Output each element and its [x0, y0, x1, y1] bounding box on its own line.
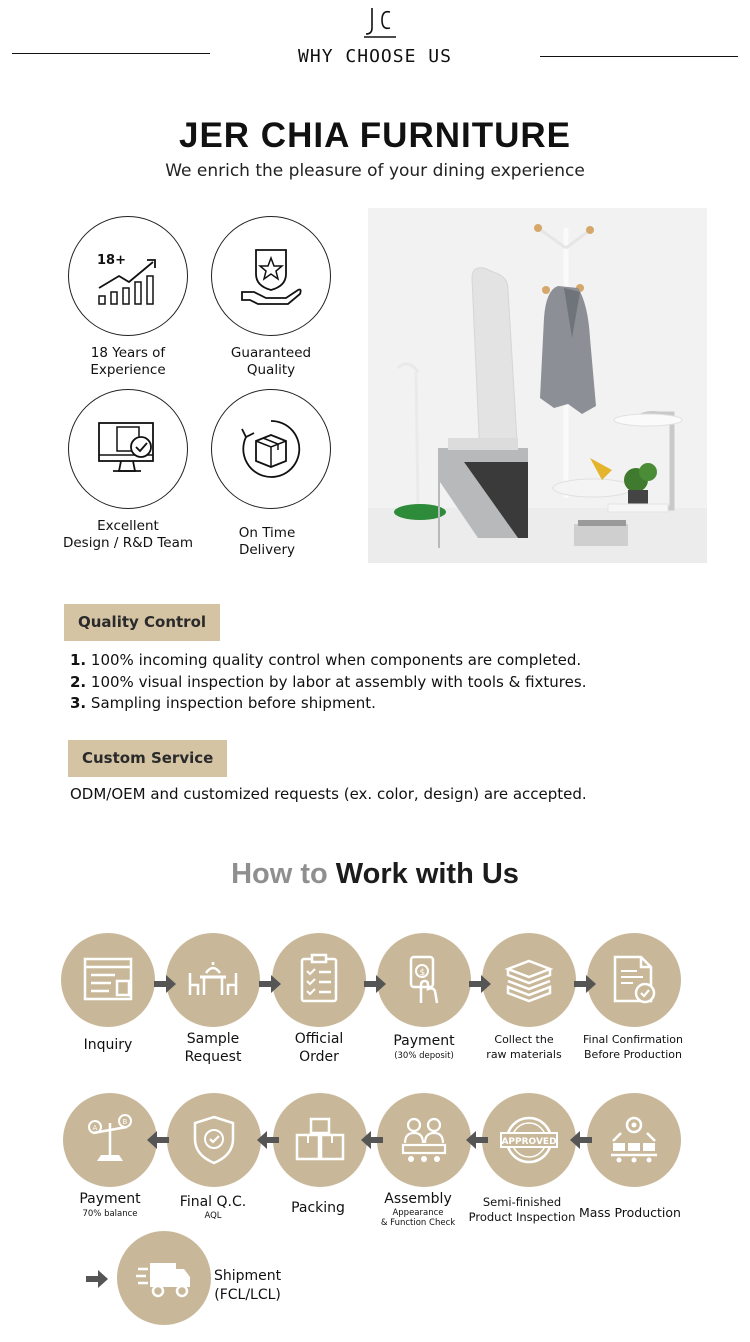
step-payment-balance-label: Payment 70% balance — [79, 1191, 141, 1219]
step-collect-materials-label: Collect the raw materials — [486, 1033, 562, 1061]
list-item: 3. Sampling inspection before shipment. — [70, 694, 376, 712]
step-sample-label: Sample Request — [184, 1031, 242, 1065]
feature-quality-circle — [211, 216, 331, 336]
dining-set-icon — [186, 953, 240, 1007]
step-official-order-label: Official Order — [294, 1031, 344, 1065]
svg-text:A: A — [92, 1124, 98, 1132]
step-assembly — [377, 1093, 471, 1187]
feature-quality-label: Guaranteed Quality — [230, 345, 312, 378]
feature-design-label: Excellent Design / R&D Team — [62, 518, 194, 551]
brand-name: JER CHIA FURNITURE — [179, 116, 571, 155]
step-inquiry-label: Inquiry — [83, 1037, 133, 1053]
years-badge: 18+ — [97, 253, 126, 268]
design-monitor-icon — [93, 417, 163, 481]
step-sample — [166, 933, 260, 1027]
step-final-confirmation-label: Final Confirmation Before Production — [582, 1033, 683, 1061]
step-packing-label: Packing — [291, 1200, 345, 1216]
arrow-right-icon — [86, 1270, 108, 1288]
custom-service-tag: Custom Service — [68, 740, 227, 777]
step-collect-materials — [482, 933, 576, 1027]
approved-stamp-icon — [499, 1113, 559, 1167]
step-packing — [273, 1093, 367, 1187]
tagline: We enrich the pleasure of your dining experience — [165, 161, 585, 181]
arrow-right-icon — [469, 975, 491, 993]
feature-delivery-label: On Time Delivery — [238, 525, 296, 558]
arrow-right-icon — [154, 975, 176, 993]
arrow-left-icon — [147, 1131, 169, 1149]
feature-design-circle — [68, 389, 188, 509]
arrow-right-icon — [364, 975, 386, 993]
section-title: WHY CHOOSE US — [298, 46, 452, 67]
growth-chart-icon — [93, 244, 163, 308]
confirm-document-icon — [607, 953, 661, 1007]
step-shipment-label: Shipment (FCL/LCL) — [214, 1268, 282, 1303]
delivery-truck-icon — [134, 1251, 194, 1305]
step-semi-finished-label: Semi-finished Product Inspection — [468, 1195, 576, 1224]
shield-check-icon — [187, 1113, 241, 1167]
step-final-qc — [167, 1093, 261, 1187]
list-item: 1. 100% incoming quality control when components are completed. — [70, 651, 582, 669]
furniture-illustration — [368, 208, 707, 563]
step-semi-finished-inspection — [482, 1093, 576, 1187]
brand-logo — [360, 6, 400, 38]
how-to-heading: How to Work with Us — [231, 858, 519, 890]
svg-text:$: $ — [419, 968, 426, 978]
arrow-left-icon — [361, 1131, 383, 1149]
feature-experience-circle — [68, 216, 188, 336]
arrow-left-icon — [466, 1131, 488, 1149]
material-stack-icon — [502, 953, 556, 1007]
step-mass-production-label: Mass Production — [579, 1205, 681, 1220]
mass-production-icon — [607, 1113, 661, 1167]
product-photo — [368, 208, 707, 563]
delivery-box-icon — [236, 417, 306, 481]
step-final-confirmation — [587, 933, 681, 1027]
quality-badge-icon — [236, 244, 306, 308]
arrow-right-icon — [259, 975, 281, 993]
feature-delivery-circle — [211, 389, 331, 509]
step-payment-deposit — [377, 933, 471, 1027]
step-payment-balance — [63, 1093, 157, 1187]
feature-experience-label: 18 Years of Experience — [90, 345, 166, 378]
arrow-right-icon — [574, 975, 596, 993]
step-assembly-label: Assembly Appearance & Function Check — [380, 1191, 456, 1228]
checklist-clipboard-icon — [292, 953, 346, 1007]
quality-control-tag: Quality Control — [64, 604, 220, 641]
step-payment-deposit-label: Payment (30% deposit) — [393, 1033, 455, 1061]
assembly-workers-icon — [397, 1113, 451, 1167]
step-final-qc-label: Final Q.C. AQL — [179, 1194, 247, 1221]
balance-scale-icon — [83, 1113, 137, 1167]
step-shipment — [117, 1231, 211, 1325]
list-item: 2. 100% visual inspection by labor at assembly with tools & fixtures. — [70, 672, 587, 691]
svg-text:APPROVED: APPROVED — [501, 1137, 557, 1147]
svg-text:B: B — [122, 1118, 128, 1126]
step-inquiry — [61, 933, 155, 1027]
custom-service-text: ODM/OEM and customized requests (ex. color, design) are accepted. — [70, 785, 587, 803]
payment-hand-icon — [397, 953, 451, 1007]
step-official-order — [272, 933, 366, 1027]
inquiry-form-icon — [81, 953, 135, 1007]
step-mass-production — [587, 1093, 681, 1187]
arrow-left-icon — [257, 1131, 279, 1149]
arrow-left-icon — [570, 1131, 592, 1149]
quality-control-list — [70, 650, 586, 715]
packed-boxes-icon — [293, 1113, 347, 1167]
